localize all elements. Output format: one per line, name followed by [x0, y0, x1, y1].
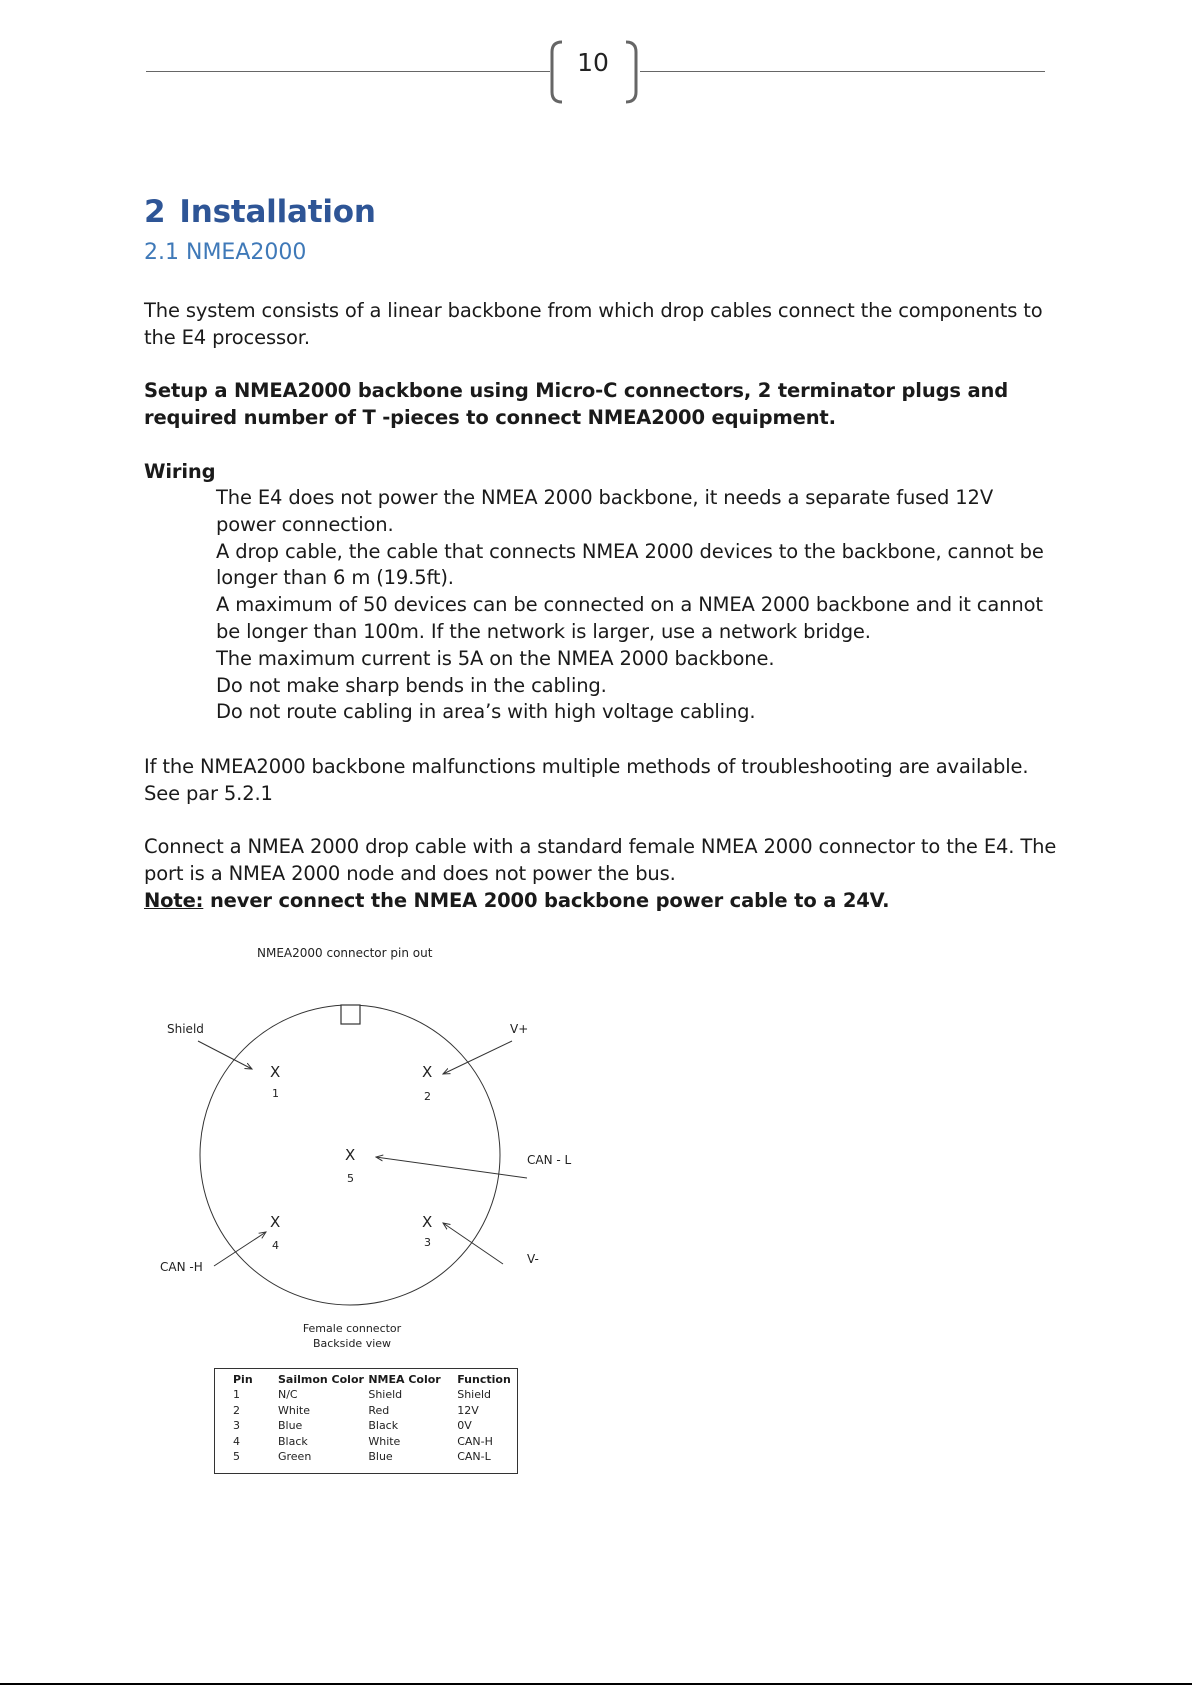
setup-paragraph: Setup a NMEA2000 backbone using Micro-C connectors, 2 terminator plugs and required number of T -pieces to connect NMEA2000 equipment.	[144, 379, 1009, 429]
pin-mark: X	[345, 1146, 356, 1164]
wiring-item: The E4 does not power the NMEA 2000 backbone, it needs a separate fused 12V power connection.	[216, 486, 994, 536]
header-rule-left	[146, 71, 550, 72]
cell-function: Shield	[457, 1388, 492, 1402]
pin-number: 3	[424, 1236, 431, 1249]
label-vplus: V+	[510, 1022, 529, 1036]
cell-function: CAN-H	[457, 1434, 493, 1448]
table-row	[233, 1449, 517, 1465]
label-shield: Shield	[167, 1022, 204, 1036]
note-paragraph	[144, 888, 1064, 915]
arrow-canh	[214, 1232, 266, 1266]
pin-number: 5	[347, 1172, 354, 1185]
diagram-caption-line1: Female connector	[302, 1322, 402, 1335]
cell-function: CAN-L	[457, 1450, 491, 1464]
intro-paragraph: The system consists of a linear backbone from which drop cables connect the components to the E4 processor.	[144, 299, 1043, 349]
wiring-heading: Wiring	[144, 460, 216, 483]
note-label: Note:	[144, 889, 204, 912]
cell-nmea-color: Blue	[368, 1450, 393, 1464]
wiring-list	[216, 485, 1056, 726]
table-row	[233, 1403, 517, 1419]
subsection-heading: 2.1 NMEA2000	[144, 240, 307, 265]
pin-number: 2	[424, 1090, 431, 1103]
pin-mark: X	[422, 1213, 433, 1231]
pin-mark: X	[422, 1063, 433, 1081]
label-canl: CAN - L	[527, 1153, 572, 1167]
table-row	[233, 1434, 517, 1450]
header-nmea-color: NMEA Color	[368, 1373, 441, 1386]
cell-pin: 5	[233, 1450, 240, 1464]
arrow-vminus	[443, 1223, 503, 1264]
section-title: Installation	[179, 194, 376, 230]
cell-pin: 1	[233, 1388, 240, 1402]
pin-number: 1	[272, 1087, 279, 1100]
header-function: Function	[457, 1373, 511, 1386]
cell-sailmon-color: N/C	[277, 1388, 298, 1402]
cell-sailmon-color: Blue	[277, 1419, 303, 1433]
wiring-item: Do not route cabling in area’s with high voltage cabling.	[216, 700, 756, 724]
cell-function: 0V	[457, 1419, 472, 1433]
wiring-item: The maximum current is 5A on the NMEA 2000 backbone.	[216, 646, 775, 670]
table-row	[233, 1387, 517, 1403]
arrow-shield	[198, 1041, 252, 1069]
wiring-item: A maximum of 50 devices can be connected on a NMEA 2000 backbone and it cannot be longer than 100m. If the network is larger, use a network bridge.	[216, 593, 1043, 643]
cell-sailmon-color: Green	[277, 1450, 312, 1464]
pin-table-header	[233, 1372, 517, 1387]
diagram-title: NMEA2000 connector pin out	[257, 946, 433, 960]
pin-table	[214, 1368, 518, 1474]
connect-paragraph: Connect a NMEA 2000 drop cable with a standard female NMEA 2000 connector to the E4. The port is a NMEA 2000 node and does not power the bus.	[144, 835, 1057, 885]
label-canh: CAN -H	[160, 1260, 203, 1274]
cell-nmea-color: Red	[368, 1403, 390, 1417]
cell-nmea-color: White	[368, 1434, 401, 1448]
cell-pin: 2	[233, 1403, 240, 1417]
cell-sailmon-color: White	[277, 1403, 310, 1417]
cell-nmea-color: Shield	[368, 1388, 403, 1402]
label-vminus: V-	[527, 1252, 539, 1266]
pin-mark: X	[270, 1213, 281, 1231]
section-number: 2	[144, 194, 166, 230]
diagram-caption-line2: Backside view	[312, 1337, 392, 1350]
arrow-canl	[376, 1157, 527, 1178]
pin-mark: X	[270, 1063, 281, 1081]
cell-pin: 3	[233, 1419, 240, 1433]
pin-number: 4	[272, 1239, 279, 1252]
header-pin: Pin	[233, 1373, 253, 1386]
note-text: never connect the NMEA 2000 backbone power cable to a 24V.	[203, 889, 890, 912]
connector-key	[341, 1005, 360, 1024]
header-rule-right	[640, 71, 1045, 72]
header-sailmon-color: Sailmon Color	[277, 1373, 364, 1386]
cell-nmea-color: Black	[368, 1419, 399, 1433]
cell-function: 12V	[457, 1403, 479, 1417]
troubleshooting-paragraph: If the NMEA2000 backbone malfunctions multiple methods of troubleshooting are available. See par 5.2.1	[144, 755, 1029, 805]
connector-pinout-diagram	[140, 940, 600, 1360]
cell-sailmon-color: Black	[277, 1434, 308, 1448]
section-heading	[144, 194, 376, 230]
wiring-item: Do not make sharp bends in the cabling.	[216, 673, 607, 697]
wiring-item: A drop cable, the cable that connects NMEA 2000 devices to the backbone, cannot be longer than 6 m (19.5ft).	[216, 539, 1044, 590]
cell-pin: 4	[233, 1434, 240, 1448]
table-row	[233, 1418, 517, 1434]
page-number: 10	[577, 48, 609, 77]
